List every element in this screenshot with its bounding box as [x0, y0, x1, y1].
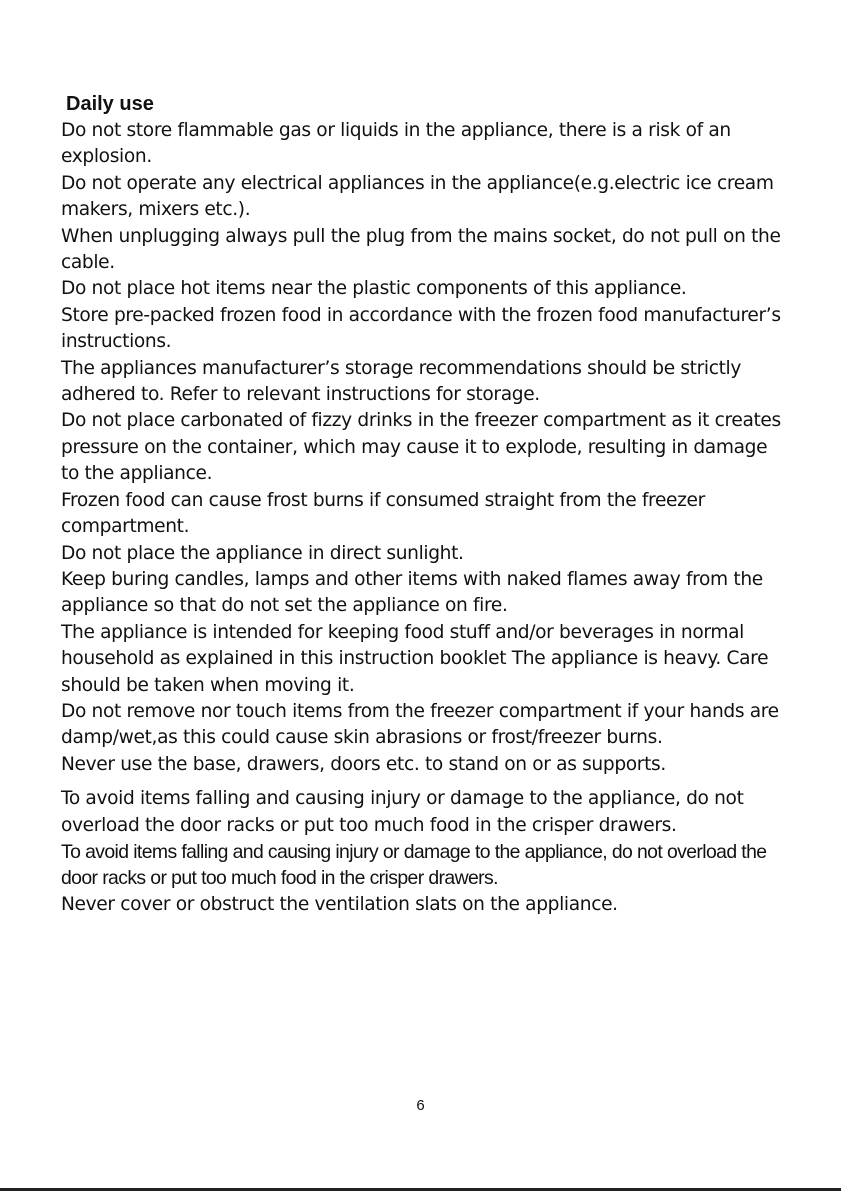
paragraph-intended-use: The appliance is intended for keeping food stuff and/or beverages in normal household as explained in this instruction booklet The appliance is heavy. Care should be taken when moving it. — [61, 621, 769, 696]
paragraph-naked-flames: Keep buring candles, lamps and other items with naked flames away from the appliance so that do not set the appliance on fire. — [61, 568, 763, 617]
paragraph-damp-hands: Do not remove nor touch items from the freezer compartment if your hands are damp/wet,as this could cause skin abrasions or frost/freezer burns. — [61, 700, 779, 749]
paragraph-flammable-gas: Do not store flammable gas or liquids in the appliance, there is a risk of an explosion. — [61, 120, 731, 168]
paragraph-hot-items: Do not place hot items near the plastic components of this appliance. — [61, 278, 687, 300]
paragraph-supports: Never use the base, drawers, doors etc. to stand on or as supports. — [61, 753, 666, 775]
paragraph-storage-recommendations: The appliances manufacturer’s storage recommendations should be strictly adhered to. Refer to relevant instructions for storage. — [61, 357, 742, 406]
page-number: 6 — [416, 1097, 425, 1114]
manual-page — [61, 92, 789, 918]
paragraph-overload-door-racks-repeat: To avoid items falling and causing injury or damage to the appliance, do not overload the door racks or put too much food in the crisper drawers. — [61, 840, 767, 890]
paragraph-unplugging: When unplugging always pull the plug from the mains socket, do not pull on the cable. — [61, 225, 781, 274]
paragraph-sunlight: Do not place the appliance in direct sunlight. — [61, 542, 464, 564]
paragraph-ventilation: Never cover or obstruct the ventilation slats on the appliance. — [61, 893, 618, 915]
paragraph-carbonated-drinks: Do not place carbonated of fizzy drinks in the freezer compartment as it creates pressure on the container, which may cause it to explode, resulting in damage to the appliance. — [61, 410, 781, 485]
paragraph-frost-burns: Frozen food can cause frost burns if consumed straight from the freezer compartment. — [61, 489, 705, 538]
paragraph-electrical-appliances: Do not operate any electrical appliances in the appliance(e.g.electric ice cream makers, mixers etc.). — [61, 172, 774, 221]
paragraph-overload-door-racks: To avoid items falling and causing injury or damage to the appliance, do not overload the door racks or put too much food in the crisper drawers. — [61, 788, 744, 836]
paragraph-pre-packed-food: Store pre-packed frozen food in accordance with the frozen food manufacturer’s instructions. — [61, 304, 781, 353]
section-heading: Daily use — [66, 93, 154, 115]
